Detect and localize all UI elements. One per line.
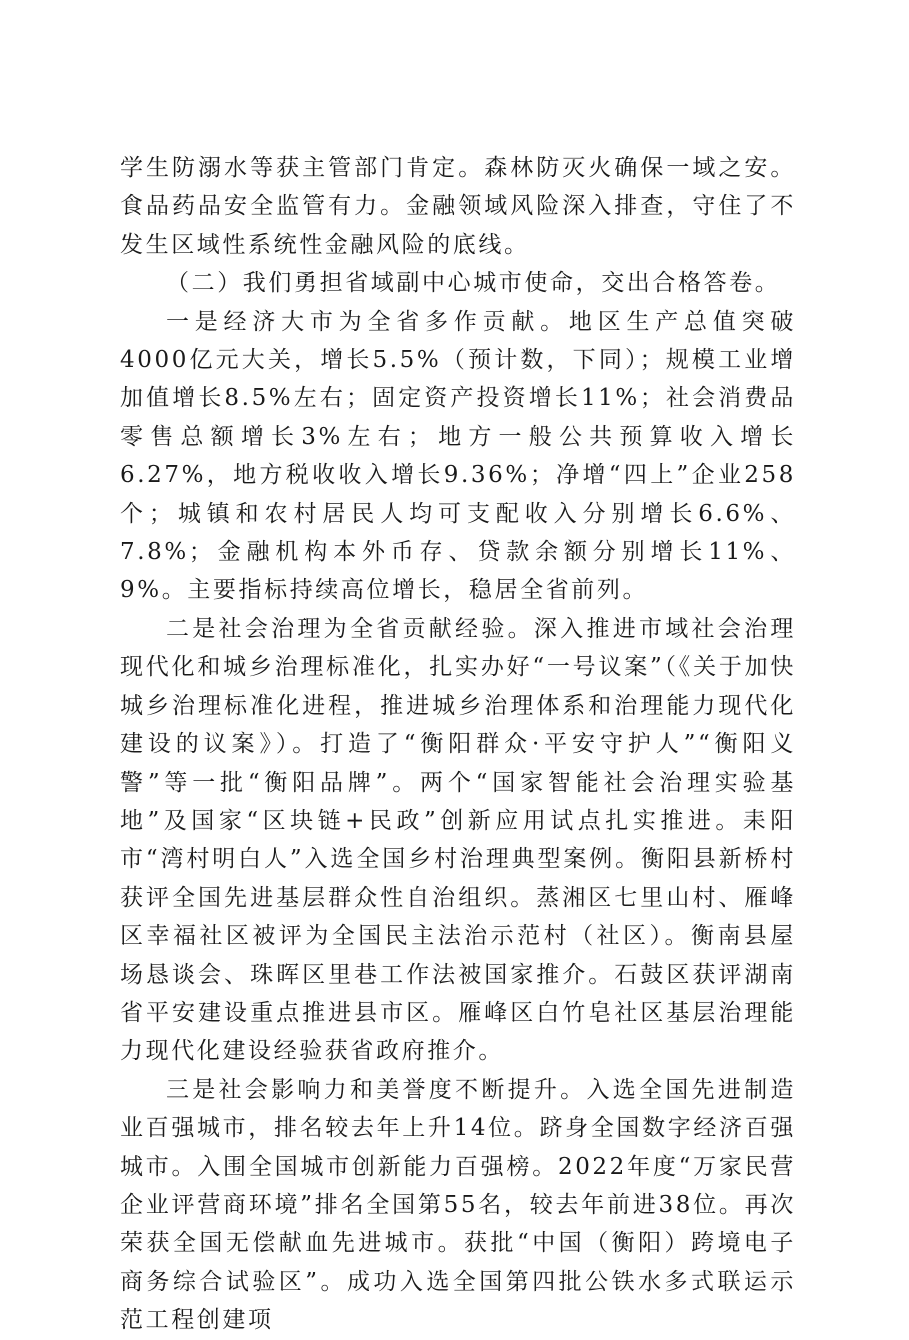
- paragraph-economy: 一是经济大市为全省多作贡献。地区生产总值突破4000亿元大关，增长5.5%（预计数，下同）；规模工业增加值增长8.5%左右；固定资产投资增长11%；社会消费品零售总额增长3%左右；地方一般公共预算收入增长6.27%，地方税收收入增长9.36%；净增“四上”企业258个；城镇和农村居民人均可支配收入分别增长6.6%、7.8%；金融机构本外币存、贷款余额分别增长11%、9%。主要指标持续高位增长，稳居全省前列。: [120, 308, 796, 604]
- paragraph-continuation: 学生防溺水等获主管部门肯定。森林防灭火确保一域之安。食品药品安全监管有力。金融领域风险深入排查，守住了不发生区域性系统性金融风险的底线。: [120, 155, 796, 258]
- section-heading: （二）我们勇担省域副中心城市使命，交出合格答卷。: [166, 270, 781, 297]
- paragraph-social-governance: 二是社会治理为全省贡献经验。深入推进市域社会治理现代化和城乡治理标准化，扎实办好“一号议案”（《关于加快城乡治理标准化进程，推进城乡治理体系和治理能力现代化建设的议案》）。打造了“衡阳群众·平安守护人”“衡阳义警”等一批“衡阳品牌”。两个“国家智能社会治理实验基地”及国家“区块链+民政”创新应用试点扎实推进。耒阳市“湾村明白人”入选全国乡村治理典型案例。衡阳县新桥村获评全国先进基层群众性自治组织。蒸湘区七里山村、雁峰区幸福社区被评为全国民主法治示范村（社区）。衡南县屋场恳谈会、珠晖区里巷工作法被国家推介。石鼓区获评湖南省平安建设重点推进县市区。雁峰区白竹皂社区基层治理能力现代化建设经验获省政府推介。: [120, 615, 796, 1065]
- paragraph-influence: 三是社会影响力和美誉度不断提升。入选全国先进制造业百强城市，排名较去年上升14位。跻身全国数字经济百强城市。入围全国城市创新能力百强榜。2022年度“万家民营企业评营商环境”排名全国第55名，较去年前进38位。再次荣获全国无偿献血先进城市。获批“中国（衡阳）跨境电子商务综合试验区”。成功入选全国第四批公铁水多式联运示范工程创建项: [120, 1076, 796, 1334]
- body-text: [120, 149, 796, 1340]
